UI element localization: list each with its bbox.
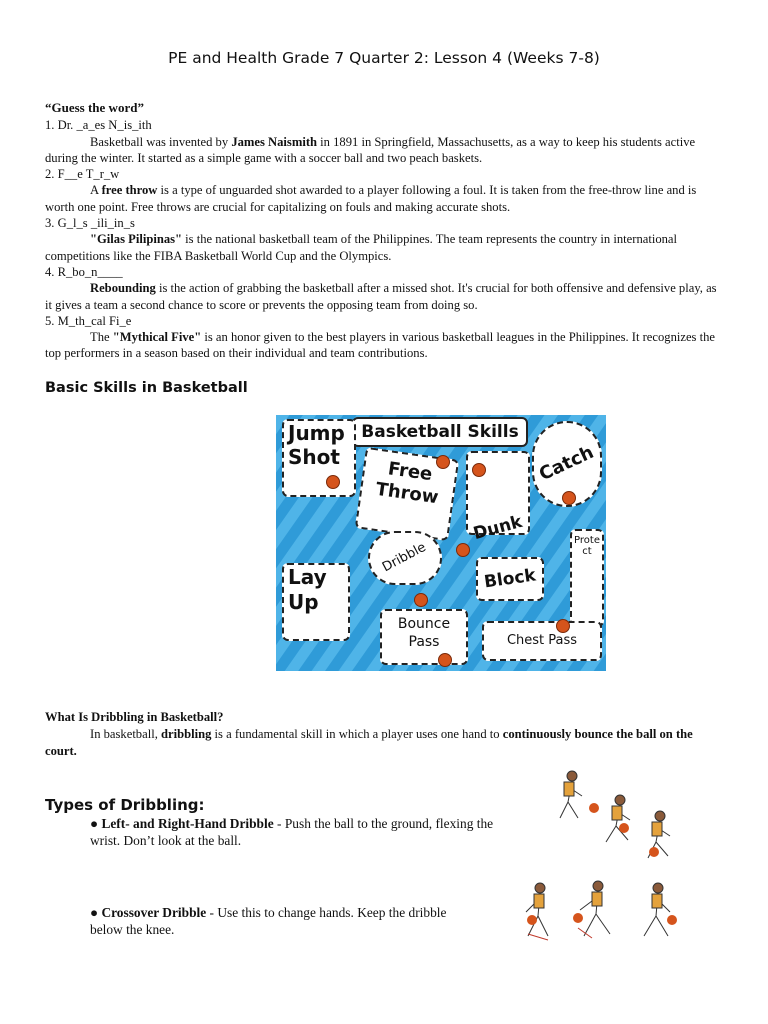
clue-5: 5. M_th_cal Fi_e: [45, 313, 132, 328]
poster-title: Basketball Skills: [352, 417, 528, 447]
answer-4: Rebounding is the action of grabbing the basketball after a missed shot. It's crucial for both offensive and defensive play, as it gives a team a second chance to score or prevents the opposing team from doing so.: [45, 281, 717, 312]
crossover-dribble-illustration: [518, 878, 690, 944]
basketball-icon: [456, 543, 470, 557]
basketball-icon: [562, 491, 576, 505]
dribbling-paragraph: In basketball, dribbling is a fundamental skill in which a player uses one hand to continuously bounce the ball on the court.: [45, 727, 693, 758]
hand-dribble-illustration: [550, 766, 692, 862]
dribbling-definition: [45, 709, 725, 760]
basketball-icon: [414, 593, 428, 607]
clue-3: 3. G_l_s _ili_in_s: [45, 216, 135, 231]
dribbling-question: What Is Dribbling in Basketball?: [45, 710, 224, 724]
answer-2: A free throw is a type of unguarded shot awarded to a player following a foul. It is taken from the free-throw line and is worth one point. Free throws are crucial for capitalizing on fouls and making accurate shots.: [45, 183, 697, 214]
guess-item-3: [45, 215, 725, 264]
type-crossover-dribble: ● Crossover Dribble - Use this to change hands. Keep the dribble below the knee.: [90, 905, 447, 937]
basic-skills-heading: Basic Skills in Basketball: [45, 380, 248, 396]
guess-item-5: [45, 313, 725, 362]
guess-heading: “Guess the word”: [45, 100, 144, 115]
dunk-panel: Dunk: [466, 451, 530, 535]
bounce-pass-panel: Bounce Pass: [380, 609, 468, 665]
clue-4: 4. R_bo_n____: [45, 264, 123, 279]
block-panel: Block: [476, 557, 544, 601]
guess-item-4: [45, 264, 725, 313]
basketball-icon: [326, 475, 340, 489]
protect-panel: Protect: [570, 529, 604, 627]
basketball-icon: [436, 455, 450, 469]
clue-2: 2. F__e T_r_w: [45, 167, 120, 182]
dribble-panel: Dribble: [368, 531, 442, 585]
lay-up-panel: Lay Up: [282, 563, 350, 641]
types-of-dribbling-heading: Types of Dribbling:: [45, 796, 205, 814]
chest-pass-panel: Chest Pass: [482, 621, 602, 661]
basketball-icon: [438, 653, 452, 667]
guess-item-2: [45, 166, 725, 215]
jump-shot-panel: Jump Shot: [282, 419, 356, 497]
page-title: PE and Health Grade 7 Quarter 2: Lesson 4 (Weeks 7-8): [168, 49, 600, 67]
clue-1: 1. Dr. _a_es N_is_ith: [45, 118, 152, 133]
catch-panel: Catch: [532, 421, 602, 507]
answer-3: "Gilas Pilipinas" is the national basketball team of the Philippines. The team represents the country in international competitions like the FIBA Basketball World Cup and the Olympics.: [45, 232, 678, 263]
type-left-right-hand-dribble: ● Left- and Right-Hand Dribble - Push the ball to the ground, flexing the wrist. Don’t look at the ball.: [90, 816, 494, 848]
guess-the-word-section: [45, 100, 725, 362]
basketball-icon: [472, 463, 486, 477]
answer-5: The "Mythical Five" is an honor given to the best players in various basketball leagues in the Philippines. It recognizes the top performers in a season based on their individual and team contributions.: [45, 330, 715, 361]
basketball-icon: [556, 619, 570, 633]
free-throw-panel: Free Throw: [355, 447, 459, 541]
answer-1: Basketball was invented by James Naismith in 1891 in Springfield, Massachusetts, as a way to keep his students active during the winter. It started as a simple game with a soccer ball and two peach baskets.: [45, 134, 696, 165]
basketball-skills-poster: [276, 415, 606, 671]
guess-item-1: [45, 117, 725, 166]
